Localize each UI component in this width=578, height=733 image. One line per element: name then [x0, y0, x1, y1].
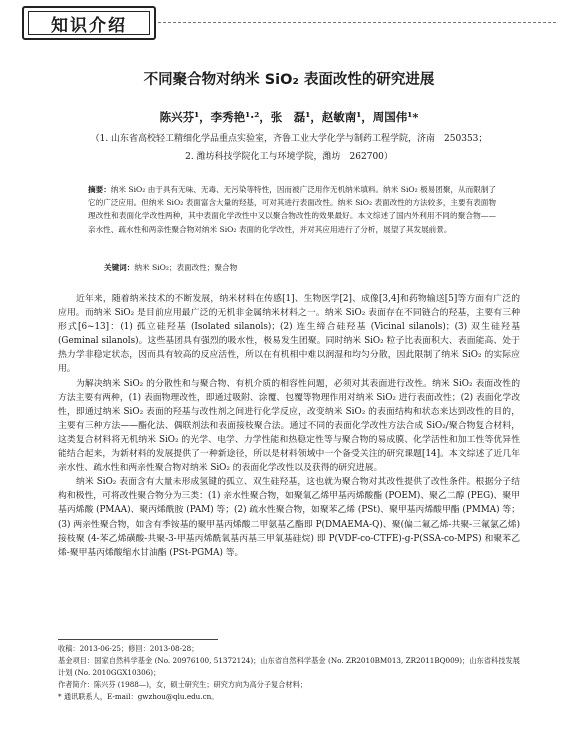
affiliation-1: （1. 山东省高校轻工精细化学品重点实验室，齐鲁工业大学化学与制药工程学院，济南 250353； [90, 134, 488, 144]
abstract-label: 摘要： [88, 185, 111, 194]
section-tag-box [22, 6, 156, 40]
footnotes [58, 643, 520, 703]
footnote-rule [58, 639, 218, 640]
keywords [104, 262, 496, 274]
body-paragraph-1: 近年来，随着纳米技术的不断发展，纳米材料在传感[1]、生物医学[2]、成像[3,4]和药物输送[5]等方面有广泛的应用。而纳米 SiO₂ 是目前应用最广泛的无机非金属纳米材料之一。纳米 SiO₂ 表面存在不同链合的羟基，主要有三种形式[6~13]：(1) 孤立硅羟基 (Isolated silanols)；(2) 连生缔合硅羟基 (Vicinal silanols)；(3) 双生硅羟基 (Geminal silanols)。这些基团具有强烈的吸水性，极易发生团聚。同时纳米 SiO₂ 粒子比表面积大、表面能高、处于热力学非稳定状态，因而具有较高的反应活性，所以在有机相中难以润湿和均匀分散，因此限制了纳米 SiO₂ 的实际应用。 [58, 294, 520, 375]
keywords-text: 纳米 SiO₂；表面改性；聚合物 [134, 263, 238, 272]
abstract [88, 183, 496, 236]
abstract-text: 纳米 SiO₂ 由于具有无味、无毒、无污染等特性，因而被广泛用作无机纳米填料。纳米 SiO₂ 极易团聚，从而限制了它的广泛应用。但纳米 SiO₂ 表面富含大量的羟基，可对其进行表面改性。纳米 SiO₂ 表面改性的方法较多，主要有表面物理改性和表面化学改性两种，其中表面化学改性中又以聚合物改性的效果最好。本文综述了国内外利用不同的聚合物——亲水性、疏水性和两亲性聚合物对纳米 SiO₂ 表面的化学改性，并对其应用进行了分析，展望了其发展前景。 [88, 185, 497, 234]
footnote-received: 收稿：2013-06-25；修回：2013-08-28； [58, 644, 199, 653]
body-paragraph-3: 纳米 SiO₂ 表面含有大量未形成氢键的孤立、双生硅羟基，这也就为聚合物对其改性提供了改性条件。根据分子结构和极性，可将改性聚合物分为三类：(1) 亲水性聚合物，如聚氧乙烯甲基丙烯酸酯 (POEM)、聚乙二醇 (PEG)、聚甲基丙烯酸 (PMAA)、聚丙烯酰胺 (PAM) 等；(2) 疏水性聚合物，如聚苯乙烯 (PSt)、聚甲基丙烯酸甲酯 (PMMA) 等；(3) 两亲性聚合物，如含有季铵基的聚甲基丙烯酸二甲氨基乙酯即 P(DMAEMA-Q)、聚(偏二氟乙烯-共聚-三氟氯乙烯) 接枝聚 (4-苯乙烯磺酸-共聚-3-甲基丙烯酰氧基丙基三甲氧基硅烷) 即 P(VDF-co-CTFE)-g-P(SSA-co-MPS) 和聚苯乙烯-聚甲基丙烯酸缩水甘油酯 (PSt-PGMA) 等。 [58, 477, 520, 558]
keywords-label: 关键词： [104, 263, 135, 272]
header-rule [158, 22, 556, 23]
section-tag: 知识介绍 [28, 11, 150, 35]
article-authors: 陈兴芬¹，李秀艳¹·²，张 磊¹，赵敏南¹，周国伟¹* [159, 110, 419, 124]
footnote-author-bio: 作者简介：陈兴芬 (1988—)，女，硕士研究生；研究方向为高分子复合材料； [58, 679, 308, 689]
footnote-contact: * 通讯联系人，E-mail：gwzhou@qlu.edu.cn。 [58, 691, 219, 701]
affiliation-2: 2. 潍坊科技学院化工与环境学院，潍坊 262700） [185, 152, 393, 162]
footnote-funding: 基金项目：国家自然科学基金 (No. 20976100, 51372124)；山东省自然科学基金 (No. ZR2010BM013, ZR2011BQ009)；山东省科技发展计划 (No. 2010GGX10306)； [58, 655, 520, 677]
article-body [58, 292, 520, 560]
body-paragraph-2: 为解决纳米 SiO₂ 的分散性和与聚合物、有机介质的相容性问题，必须对其表面进行改性。纳米 SiO₂ 表面改性的方法主要有两种，(1) 表面物理改性，即通过吸附、涂覆、包覆等物理作用对纳米 SiO₂ 进行表面改性；(2) 表面化学改性，即通过纳米 SiO₂ 表面的羟基与改性剂之间进行化学反应，改变纳米 SiO₂ 的表面结构和状态来达到改性的目的，主要有三种方法——酯化法、偶联剂法和表面接枝聚合法。通过不同的表面化学改性方法合成 SiO₂/聚合物复合材料，这类复合材料将无机纳米 SiO₂ 的光学、电学、力学性能和热稳定性等与聚合物的易成膜、化学活性和加工性等优异性能结合起来，为新材料的发展提供了一种新途径，所以是材料领域中一个备受关注的研究课题[14]。本文综述了近几年亲水性、疏水性和两亲性聚合物对纳米 SiO₂ 的表面化学改性以及获得的研究进展。 [58, 378, 520, 474]
article-title: 不同聚合物对纳米 SiO₂ 表面改性的研究进展 [143, 72, 435, 88]
